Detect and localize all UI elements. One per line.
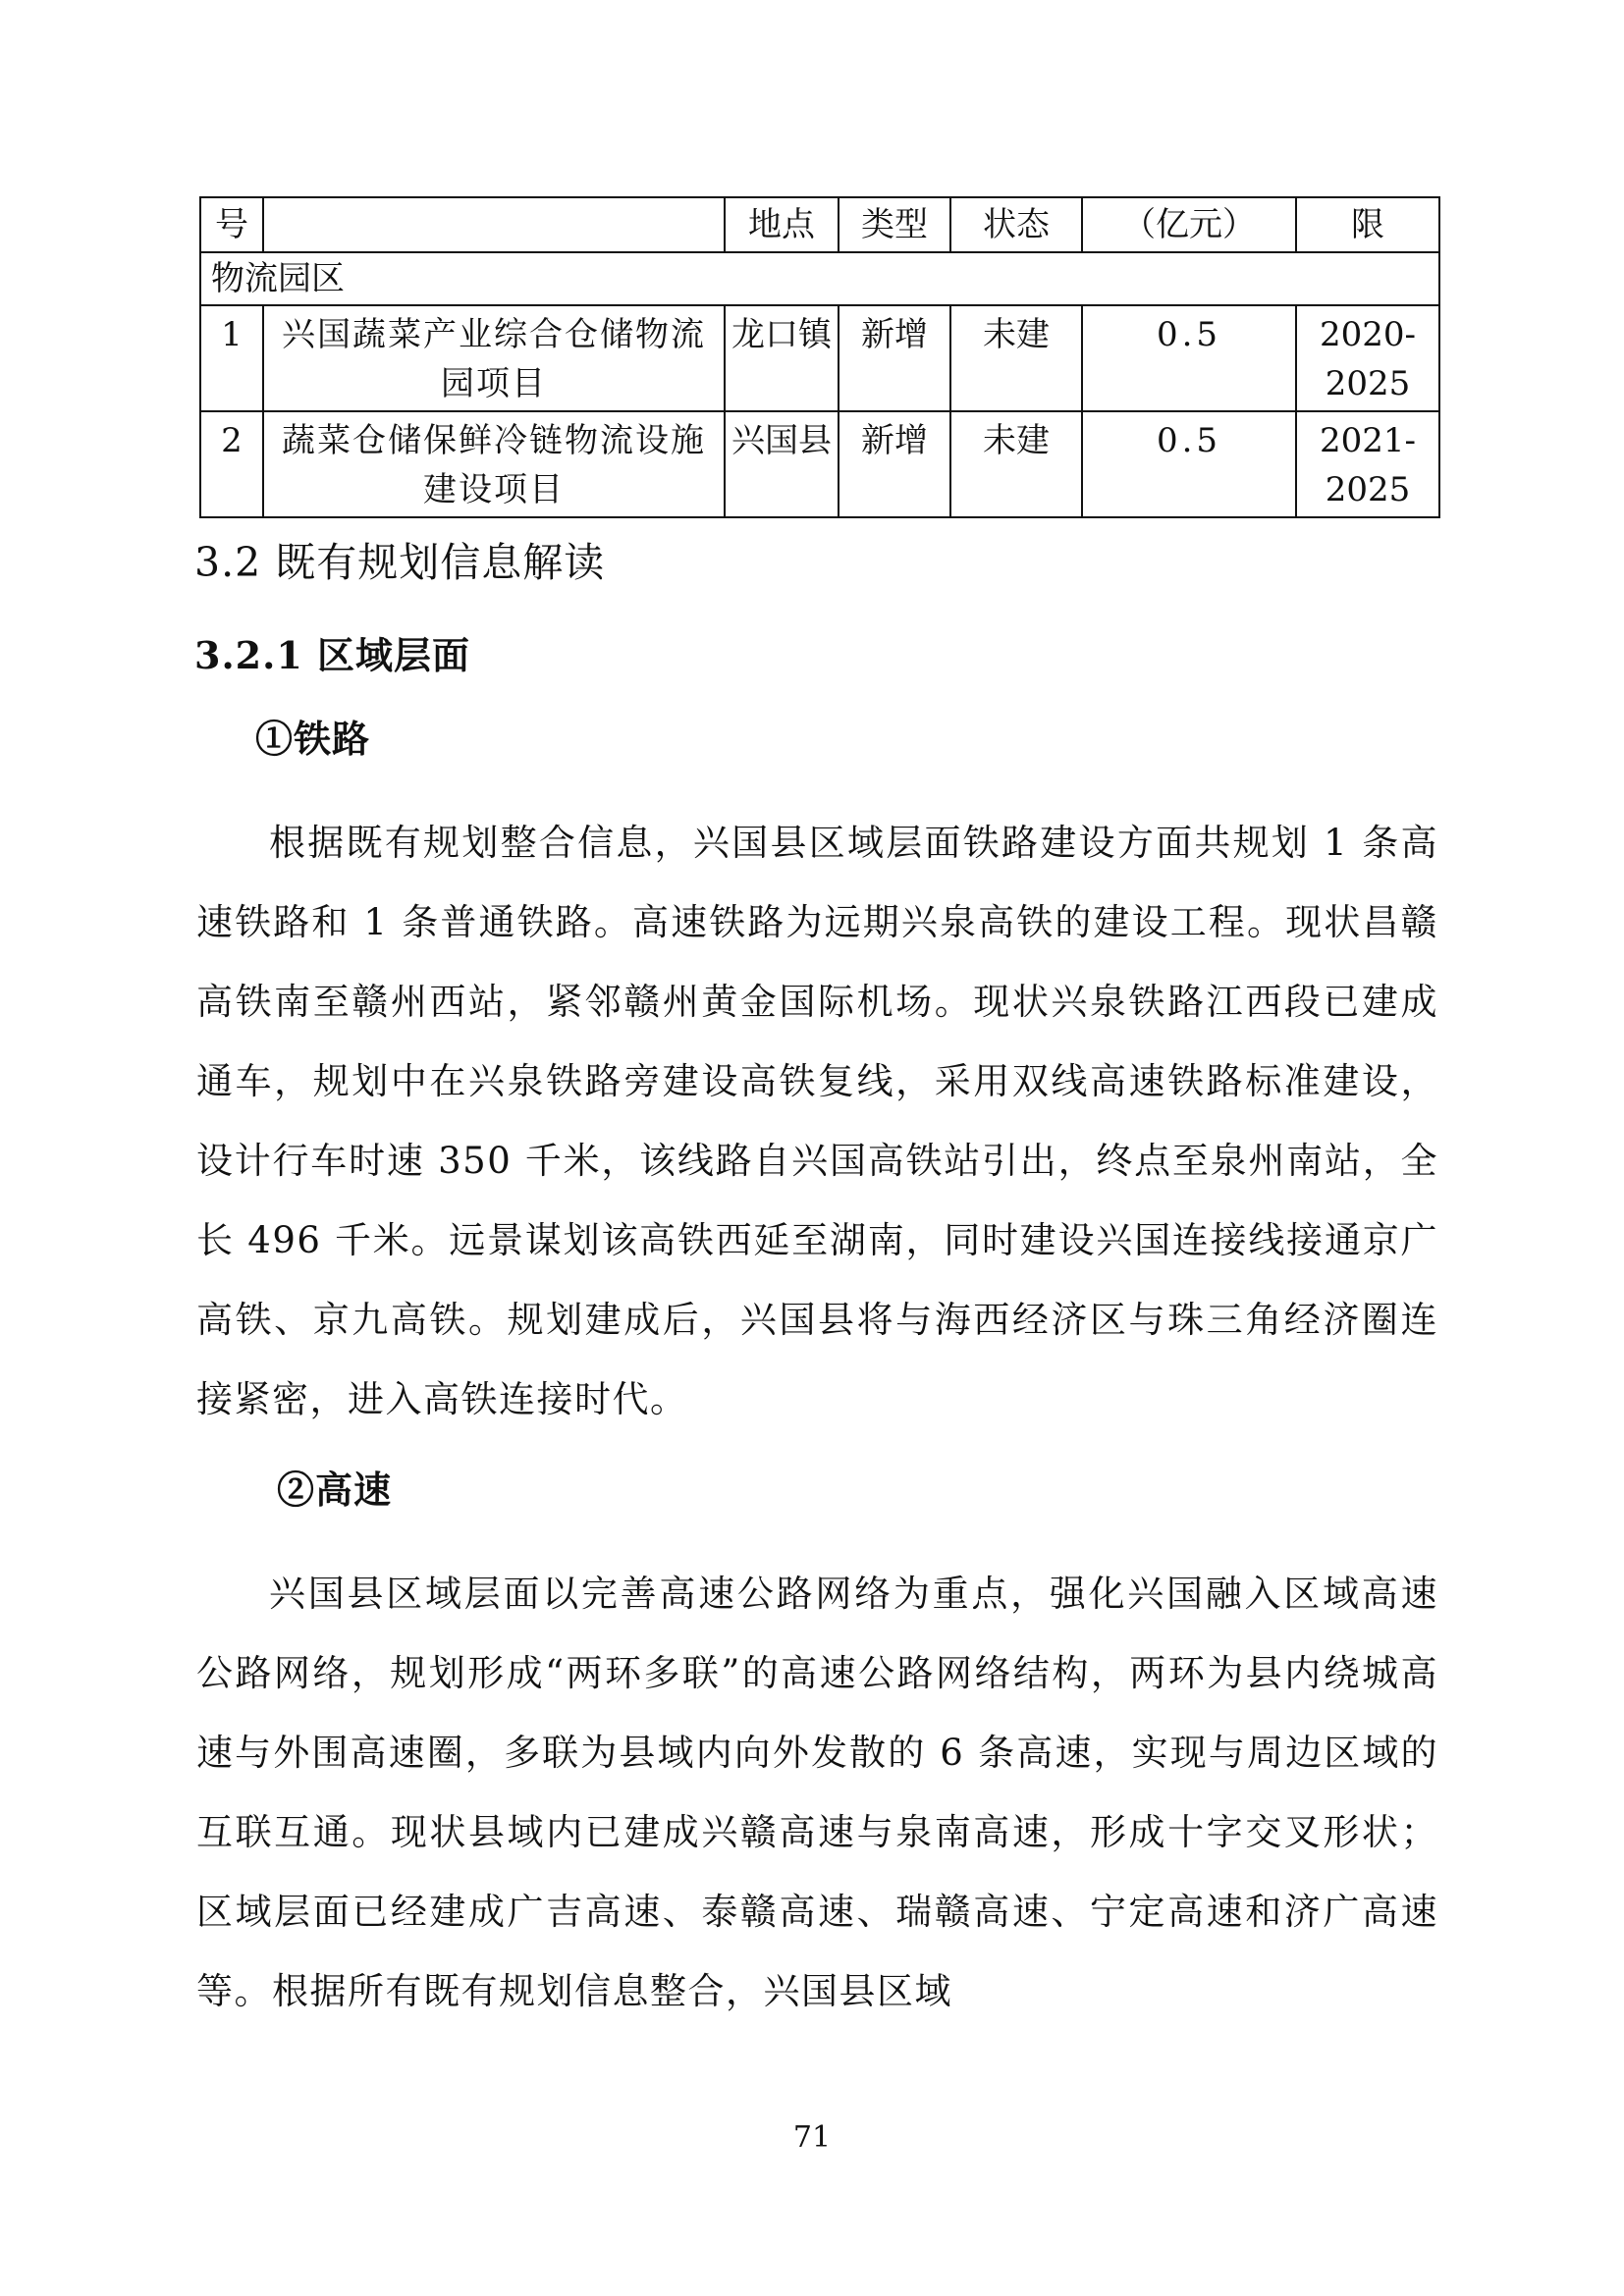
header-investment: （亿元） bbox=[1082, 197, 1296, 252]
row-status: 未建 bbox=[950, 411, 1082, 517]
header-location: 地点 bbox=[725, 197, 839, 252]
page-number: 71 bbox=[792, 2120, 832, 2155]
header-no: 号 bbox=[200, 197, 263, 252]
row-status: 未建 bbox=[950, 305, 1082, 411]
highway-paragraph: 兴国县区域层面以完善高速公路网络为重点，强化兴国融入区域高速公路网络，规划形成“两环多联”的高速公路网络结构，两环为县内绕城高速与外围高速圈，多联为县域内向外发散的 6 条高速，实现与周边区域的互联互通。现状县域内已建成兴赣高速与泉南高速，形成十字交叉形状；区域层面已经建成广吉高速、泰赣高速、瑞赣高速、宁定高速和济广高速等。根据所有既有规划信息整合，兴国县区域 bbox=[196, 1573, 1438, 2012]
row-period: 2020-2025 bbox=[1296, 305, 1439, 411]
header-period: 限 bbox=[1296, 197, 1439, 252]
table-row bbox=[200, 305, 1439, 411]
header-name bbox=[263, 197, 725, 252]
railway-heading: ①铁路 bbox=[255, 717, 371, 761]
subsection-heading: 3.2.1 区域层面 bbox=[194, 633, 471, 677]
row-investment: 0.5 bbox=[1082, 305, 1296, 411]
row-location: 龙口镇 bbox=[725, 305, 839, 411]
row-period: 2021-2025 bbox=[1296, 411, 1439, 517]
table-header-row bbox=[200, 197, 1439, 252]
category-label: 物流园区 bbox=[200, 252, 1439, 305]
row-type: 新增 bbox=[839, 305, 950, 411]
section-heading: 3.2 既有规划信息解读 bbox=[194, 539, 606, 586]
row-no: 2 bbox=[200, 411, 263, 517]
railway-paragraph: 根据既有规划整合信息，兴国县区域层面铁路建设方面共规划 1 条高速铁路和 1 条普通铁路。高速铁路为远期兴泉高铁的建设工程。现状昌赣高铁南至赣州西站，紧邻赣州黄金国际机场。现状兴泉铁路江西段已建成通车，规划中在兴泉铁路旁建设高铁复线，采用双线高速铁路标准建设，设计行车时速 350 千米，该线路自兴国高铁站引出，终点至泉州南站，全长 496 千米。远景谋划该高铁西延至湖南，同时建设兴国连接线接通京广高铁、京九高铁。规划建成后，兴国县将与海西经济区与珠三角经济圈连接紧密，进入高铁连接时代。 bbox=[196, 822, 1438, 1420]
project-table bbox=[199, 196, 1440, 518]
row-name: 兴国蔬菜产业综合仓储物流园项目 bbox=[263, 305, 725, 411]
row-name: 蔬菜仓储保鲜冷链物流设施建设项目 bbox=[263, 411, 725, 517]
row-location: 兴国县 bbox=[725, 411, 839, 517]
row-no: 1 bbox=[200, 305, 263, 411]
row-type: 新增 bbox=[839, 411, 950, 517]
table-category-row bbox=[200, 252, 1439, 305]
header-status: 状态 bbox=[950, 197, 1082, 252]
table-row bbox=[200, 411, 1439, 517]
row-investment: 0.5 bbox=[1082, 411, 1296, 517]
highway-heading: ②高速 bbox=[277, 1468, 393, 1512]
header-type: 类型 bbox=[839, 197, 950, 252]
